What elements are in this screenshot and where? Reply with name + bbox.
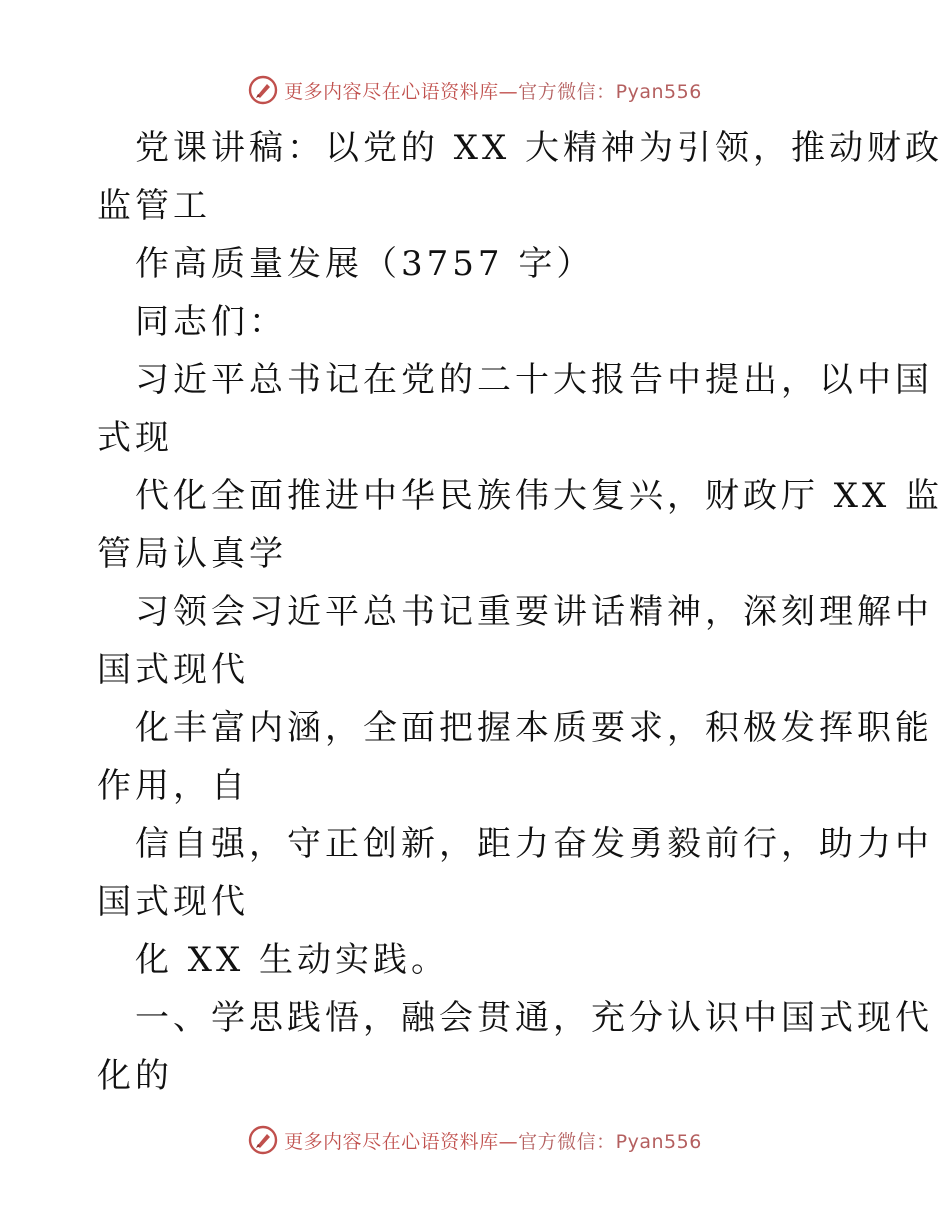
document-line: 党课讲稿：以党的 XX 大精神为引领，推动财政 — [135, 128, 944, 168]
document-line: 同志们： — [135, 302, 287, 342]
document-line: 式现 — [97, 418, 173, 458]
document-line: 作高质量发展（3757 字） — [135, 244, 595, 284]
document-line: 化 XX 生动实践。 — [135, 940, 450, 980]
document-line: 管局认真学 — [97, 534, 287, 574]
document-line: 监管工 — [97, 186, 211, 226]
document-line: 习领会习近平总书记重要讲话精神，深刻理解中 — [135, 592, 933, 632]
watermark-contact: 官方微信：Pyan556 — [518, 1130, 702, 1153]
footer-watermark — [0, 1120, 950, 1160]
document-line: 化丰富内涵，全面把握本质要求，积极发挥职能 — [135, 708, 933, 748]
document-line: 信自强，守正创新，距力奋发勇毅前行，助力中 — [135, 824, 933, 864]
watermark-separator: — — [498, 1130, 519, 1153]
watermark-brand: 更多内容尽在心语资料库 — [284, 80, 499, 103]
watermark-contact: 官方微信：Pyan556 — [518, 80, 702, 103]
header-watermark — [0, 70, 950, 110]
document-body — [97, 119, 944, 1105]
document-line: 一、学思践悟，融会贯通，充分认识中国式现代 — [135, 998, 933, 1038]
document-line: 国式现代 — [97, 882, 249, 922]
document-line: 代化全面推进中华民族伟大复兴，财政厅 XX 监 — [135, 476, 944, 516]
document-line: 习近平总书记在党的二十大报告中提出，以中国 — [135, 360, 933, 400]
pen-nib-logo-icon — [248, 1125, 278, 1155]
document-line: 国式现代 — [97, 650, 249, 690]
watermark-brand: 更多内容尽在心语资料库 — [284, 1130, 499, 1153]
document-line: 化的 — [97, 1056, 173, 1096]
document-line: 作用，自 — [97, 766, 249, 806]
watermark-separator: — — [498, 80, 519, 103]
pen-nib-logo-icon — [248, 75, 278, 105]
